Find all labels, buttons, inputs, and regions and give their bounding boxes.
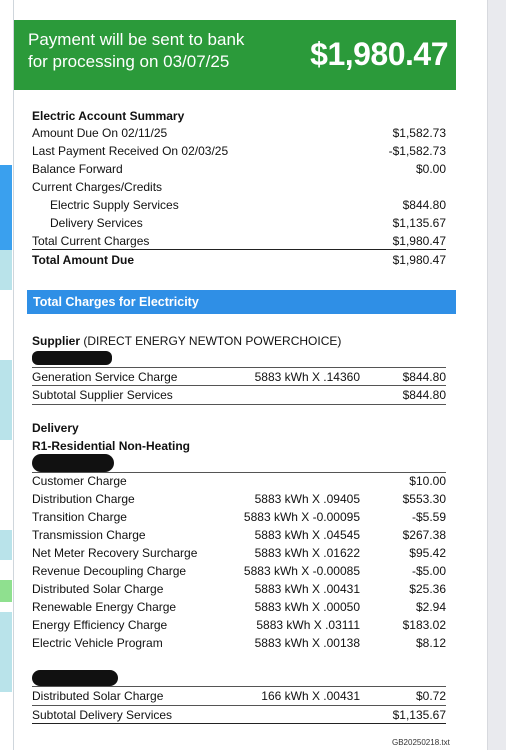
edge-tab-green bbox=[0, 580, 12, 602]
delivery-charge-row: Revenue Decoupling Charge 5883 kWh X -0.00085 -$5.00 bbox=[32, 564, 446, 578]
delivery-charge-row: Renewable Energy Charge 5883 kWh X .00050 $2.94 bbox=[32, 600, 446, 614]
supplier-heading: Supplier (DIRECT ENERGY NEWTON POWERCHOICE) bbox=[32, 334, 342, 348]
banner-amount: $1,980.47 bbox=[310, 36, 448, 72]
delivery-rate: R1-Residential Non-Heating bbox=[32, 439, 191, 453]
banner-line-1: Payment will be sent to bank bbox=[28, 30, 245, 49]
redaction-block bbox=[32, 454, 114, 472]
summary-row: Electric Supply Services $844.80 bbox=[50, 198, 446, 212]
delivery-charge-row: Electric Vehicle Program 5883 kWh X .00138 $8.12 bbox=[32, 636, 446, 650]
divider bbox=[32, 723, 446, 724]
edge-tab-light bbox=[0, 250, 12, 290]
summary-heading: Electric Account Summary bbox=[32, 109, 185, 123]
delivery-charge-row: Transition Charge 5883 kWh X -0.00095 -$5.59 bbox=[32, 510, 446, 524]
delivery-charge-row: Energy Efficiency Charge 5883 kWh X .03111 $183.02 bbox=[32, 618, 446, 632]
summary-row: Total Current Charges $1,980.47 bbox=[32, 234, 446, 248]
summary-row: Last Payment Received On 02/03/25 -$1,582.73 bbox=[32, 144, 446, 158]
delivery-charge-row: Transmission Charge 5883 kWh X .04545 $267.38 bbox=[32, 528, 446, 542]
delivery-charge-row: Distribution Charge 5883 kWh X .09405 $553.30 bbox=[32, 492, 446, 506]
delivery-charge-row: Net Meter Recovery Surcharge 5883 kWh X .01622 $95.42 bbox=[32, 546, 446, 560]
edge-tab-light bbox=[0, 612, 12, 692]
section-title-bar bbox=[27, 290, 456, 314]
total-amount-due-row: Total Amount Due $1,980.47 bbox=[32, 253, 446, 267]
payment-banner bbox=[14, 20, 456, 90]
divider bbox=[32, 249, 446, 250]
redaction-block bbox=[32, 351, 112, 365]
summary-row: Current Charges/Credits bbox=[32, 180, 163, 194]
banner-message bbox=[28, 29, 244, 73]
edge-tab-light bbox=[0, 530, 12, 560]
section-title: Total Charges for Electricity bbox=[33, 295, 199, 309]
delivery-subtotal-row: Subtotal Delivery Services $1,135.67 bbox=[32, 708, 446, 722]
edge-tab-blue bbox=[0, 165, 12, 250]
right-page-edge bbox=[487, 0, 506, 750]
delivery-extra-row: Distributed Solar Charge 166 kWh X .00431 $0.72 bbox=[32, 689, 446, 703]
redaction-block bbox=[32, 670, 118, 686]
banner-line-2: for processing on 03/07/25 bbox=[28, 52, 230, 71]
supplier-subtotal-row: Subtotal Supplier Services $844.80 bbox=[32, 388, 446, 402]
footer-code: GB20250218.txt bbox=[392, 738, 450, 747]
summary-row: Balance Forward $0.00 bbox=[32, 162, 446, 176]
summary-row: Amount Due On 02/11/25 $1,582.73 bbox=[32, 126, 446, 140]
divider bbox=[32, 404, 446, 405]
delivery-charge-row: Customer Charge $10.00 bbox=[32, 474, 446, 488]
delivery-heading: Delivery bbox=[32, 421, 79, 435]
supplier-charge-row: Generation Service Charge 5883 kWh X .14360 $844.80 bbox=[32, 370, 446, 384]
edge-tab-light bbox=[0, 360, 12, 440]
delivery-charge-row: Distributed Solar Charge 5883 kWh X .00431 $25.36 bbox=[32, 582, 446, 596]
summary-row: Delivery Services $1,135.67 bbox=[50, 216, 446, 230]
